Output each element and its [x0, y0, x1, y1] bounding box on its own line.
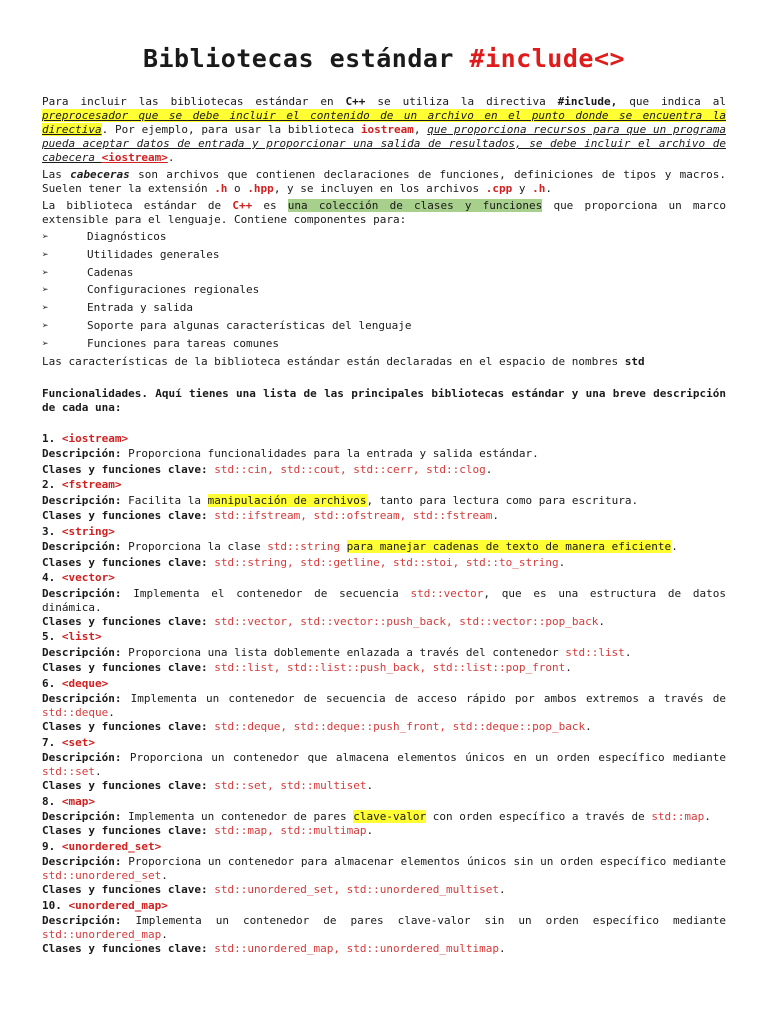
list-item: ➢ Configuraciones regionales	[42, 283, 260, 297]
library-item: 2. <fstream> Descripción: Facilita la manipulación de archivos, tanto para lectura como para escritura. Clases y funciones clave: std::ifstream, std::ofstream, std::fstream.	[42, 478, 639, 523]
list-item: ➢ Utilidades generales	[42, 247, 220, 261]
components-list	[42, 230, 726, 355]
functionalities-heading: Funcionalidades. Aquí tienes una lista de las principales bibliotecas estándar y una breve descripción de cada una:	[42, 386, 726, 414]
title-prefix: Bibliotecas estándar	[142, 44, 470, 73]
library-item: 8. <map> Descripción: Implementa un contenedor de pares clave-valor con orden específico a través de std::map. Clases y funciones clave: std::map, std::multimap.	[42, 794, 711, 838]
document-body	[42, 95, 726, 958]
arrow-bullet-icon: ➢	[42, 265, 49, 279]
arrow-bullet-icon: ➢	[42, 318, 49, 332]
library-item: 10. <unordered_map> Descripción: Implementa un contenedor de pares clave-valor sin un orden específico mediante std::unordered_map. Clases y funciones clave: std::unordered_map, std::unordered_multimap.	[42, 898, 727, 956]
page-title	[0, 44, 768, 73]
library-item: 1. <iostream> Descripción: Proporciona funcionalidades para la entrada y salida estándar. Clases y funciones clave: std::cin, std::cout, std::cerr, std::clog.	[42, 431, 539, 476]
arrow-bullet-icon: ➢	[42, 336, 49, 350]
arrow-bullet-icon: ➢	[42, 301, 49, 315]
library-item: 5. <list> Descripción: Proporciona una lista doblemente enlazada a través del contenedor std::list. Clases y funciones clave: std::list, std::list::push_back, std::list::pop_front.	[42, 630, 632, 675]
intro-paragraph-3: La biblioteca estándar de C++ es una colección de clases y funciones que proporciona un marco extensible para el lenguaje. Contiene componentes para:	[42, 199, 726, 226]
list-item: ➢ Diagnósticos	[42, 230, 167, 243]
library-name: <unordered_set>	[61, 839, 162, 853]
library-item: 9. <unordered_set> Descripción: Proporciona un contenedor para almacenar elementos únicos sin un orden específico mediante std::unordered_set. Clases y funciones clave: std::unordered_set, std::unordered_multiset.	[42, 839, 727, 897]
library-name: <map>	[61, 794, 95, 808]
title-accent: #include<>	[469, 44, 626, 73]
arrow-bullet-icon: ➢	[42, 230, 49, 243]
list-item: ➢ Cadenas	[42, 265, 134, 279]
library-name: <iostream>	[61, 431, 129, 445]
library-name: <string>	[61, 524, 115, 538]
arrow-bullet-icon: ➢	[42, 247, 49, 261]
highlight-preprocessor: preprocesador que se debe incluir el contenido de un archivo en el punto donde se encuentra la directiva	[42, 109, 726, 136]
library-item: 7. <set> Descripción: Proporciona un contenedor que almacena elementos únicos en un orden específico mediante std::set. Clases y funciones clave: std::set, std::multiset.	[42, 735, 726, 793]
intro-paragraph-1: Para incluir las bibliotecas estándar en C++ se utiliza la directiva #include, que indica al preprocesador que se debe incluir el contenido de un archivo en el punto donde se encuentra la directiva. Por ejemplo, para usar la biblioteca iostream, que proporciona recursos para que un programa pueda aceptar datos de entrada y proporcionar una salida de resultados, se debe incluir el archivo de cabecera <iostream>.	[42, 95, 727, 164]
library-item: 3. <string> Descripción: Proporciona la clase std::string para manejar cadenas de texto de manera eficiente. Clases y funciones clave: std::string, std::getline, std::stoi, std::to_string.	[42, 524, 678, 569]
highlight-collection: una colección de clases y funciones	[287, 199, 543, 212]
library-name: <deque>	[61, 676, 109, 690]
library-name: <unordered_map>	[68, 898, 168, 912]
library-name: <list>	[61, 630, 102, 644]
list-item: ➢ Funciones para tareas comunes	[42, 336, 280, 350]
library-name: <vector>	[61, 571, 115, 585]
library-item: 4. <vector> Descripción: Implementa el contenedor de secuencia std::vector, que es una estructura de datos dinámica. Clases y funciones clave: std::vector, std::vector::push_back, std::vector::pop_back.	[42, 571, 727, 628]
namespace-note: Las características de la biblioteca estándar están declaradas en el espacio de nombres std	[42, 354, 645, 368]
library-item: 6. <deque> Descripción: Implementa un contenedor de secuencia de acceso rápido por ambos extremos a través de std::deque. Clases y funciones clave: std::deque, std::deque::push_front, std::deque::pop_back.	[42, 676, 726, 734]
library-name: <fstream>	[61, 478, 122, 492]
arrow-bullet-icon: ➢	[42, 283, 49, 297]
library-name: <set>	[61, 735, 95, 749]
list-item: ➢ Entrada y salida	[42, 301, 193, 315]
libraries-list	[42, 432, 726, 958]
list-item: ➢ Soporte para algunas características del lenguaje	[42, 318, 412, 332]
intro-paragraph-2: Las cabeceras son archivos que contienen declaraciones de funciones, definiciones de tipos y macros. Suelen tener la extensión .h o .hpp, y se incluyen en los archivos .cpp y .h.	[42, 168, 726, 195]
